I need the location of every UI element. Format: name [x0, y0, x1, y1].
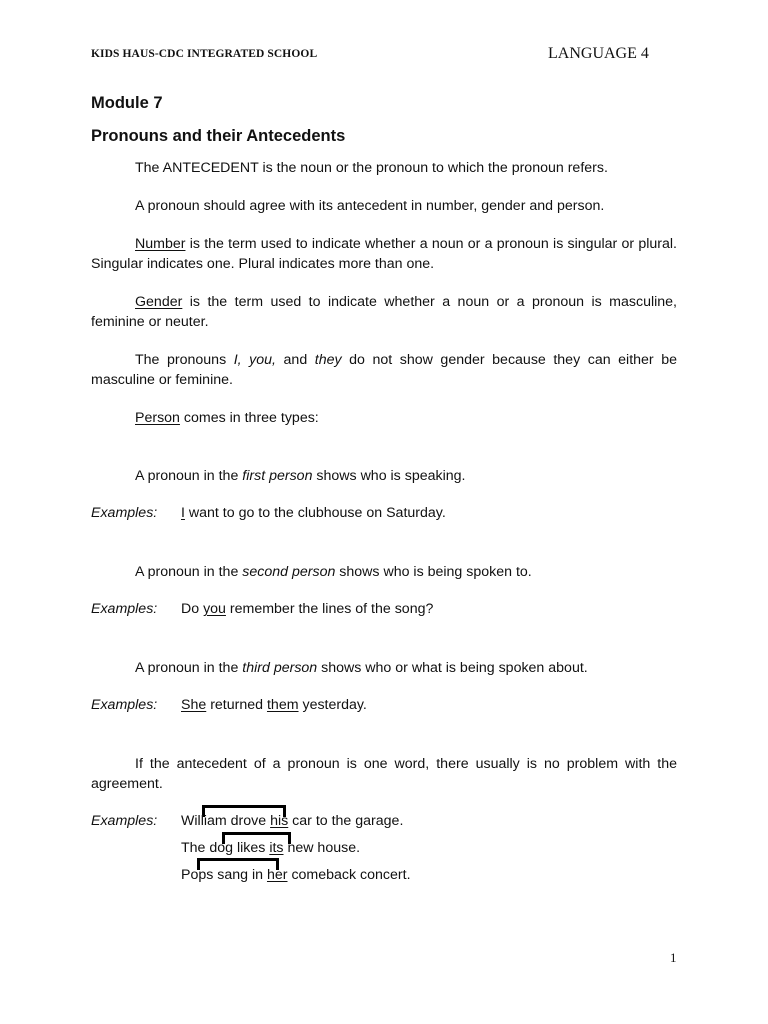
example-sentence [181, 601, 433, 617]
text-span: remember the lines of the song? [225, 601, 434, 617]
gender-text: is the term used to indicate whether a noun or a pronoun is masculine, feminine or neuter. [91, 294, 677, 330]
page-title: Pronouns and their Antecedents [91, 127, 346, 145]
text-span: new house. [283, 840, 361, 856]
italic-pronouns: I, you, [233, 352, 276, 368]
text-span: The dog likes [181, 840, 270, 856]
pronoun-underlined: She [181, 697, 207, 713]
example-sentence [181, 697, 367, 713]
examples-label: Examples: [91, 697, 158, 713]
text-span: yesterday. [298, 697, 367, 713]
example-sentence [181, 867, 411, 883]
text-span: A pronoun in the [135, 564, 243, 580]
text-span: do not show gender because they can either be masculine or feminine. [91, 352, 677, 388]
example-sentence [181, 840, 360, 856]
text-span: A pronoun in the [135, 468, 243, 484]
third-person-paragraph [91, 658, 677, 678]
gender-neutral-paragraph [91, 350, 677, 390]
person-text: comes in three types: [179, 410, 319, 426]
text-span: shows who is speaking. [312, 468, 466, 484]
pronoun-underlined: you [203, 601, 226, 617]
agreement-rule: A pronoun should agree with its antecedent in number, gender and person. [135, 198, 605, 214]
pronoun-underlined: I [181, 505, 185, 521]
text-span: A pronoun in the [135, 660, 243, 676]
number-paragraph [91, 234, 677, 274]
example-sentence [181, 813, 403, 829]
pronoun-underlined: her [266, 867, 288, 883]
text-span: William drove [181, 813, 271, 829]
examples-label: Examples: [91, 601, 158, 617]
examples-label: Examples: [91, 813, 158, 829]
gender-paragraph [91, 292, 677, 332]
gender-term: Gender [135, 294, 183, 310]
text-span: car to the garage. [288, 813, 404, 829]
antecedent-definition: The ANTECEDENT is the noun or the pronoun to which the pronoun refers. [135, 160, 608, 176]
pronoun-underlined: its [269, 840, 284, 856]
text-span: shows who or what is being spoken about. [317, 660, 588, 676]
text-span: comeback concert. [287, 867, 411, 883]
first-person-paragraph [91, 466, 677, 486]
pronoun-underlined: them [266, 697, 299, 713]
examples-label: Examples: [91, 505, 158, 521]
text-span: returned [206, 697, 267, 713]
text-span: Do [181, 601, 204, 617]
number-term: Number [135, 236, 186, 252]
school-name: KIDS HAUS-CDC INTEGRATED SCHOOL [91, 48, 318, 60]
subject-title: LANGUAGE 4 [548, 45, 649, 62]
third-person-term: third person [242, 660, 318, 676]
text-span: shows who is being spoken to. [335, 564, 532, 580]
text-span: The pronouns [135, 352, 234, 368]
example-sentence [181, 505, 446, 521]
module-heading: Module 7 [91, 94, 163, 112]
second-person-paragraph [91, 562, 677, 582]
person-term: Person [135, 410, 180, 426]
text-span: Pops sang in [181, 867, 267, 883]
text-span: want to go to the clubhouse on Saturday. [184, 505, 446, 521]
pronoun-underlined: his [270, 813, 289, 829]
one-word-antecedent-paragraph: If the antecedent of a pronoun is one word, there usually is no problem with the agreement. [91, 756, 677, 792]
page-number: 1 [670, 950, 677, 965]
text-span: and [275, 352, 315, 368]
second-person-term: second person [242, 564, 336, 580]
person-paragraph [91, 408, 677, 428]
first-person-term: first person [242, 468, 313, 484]
number-text: is the term used to indicate whether a noun or a pronoun is singular or plural. Singular indicates one. Plural indicates more than one. [91, 236, 677, 272]
italic-pronoun: they [314, 352, 342, 368]
